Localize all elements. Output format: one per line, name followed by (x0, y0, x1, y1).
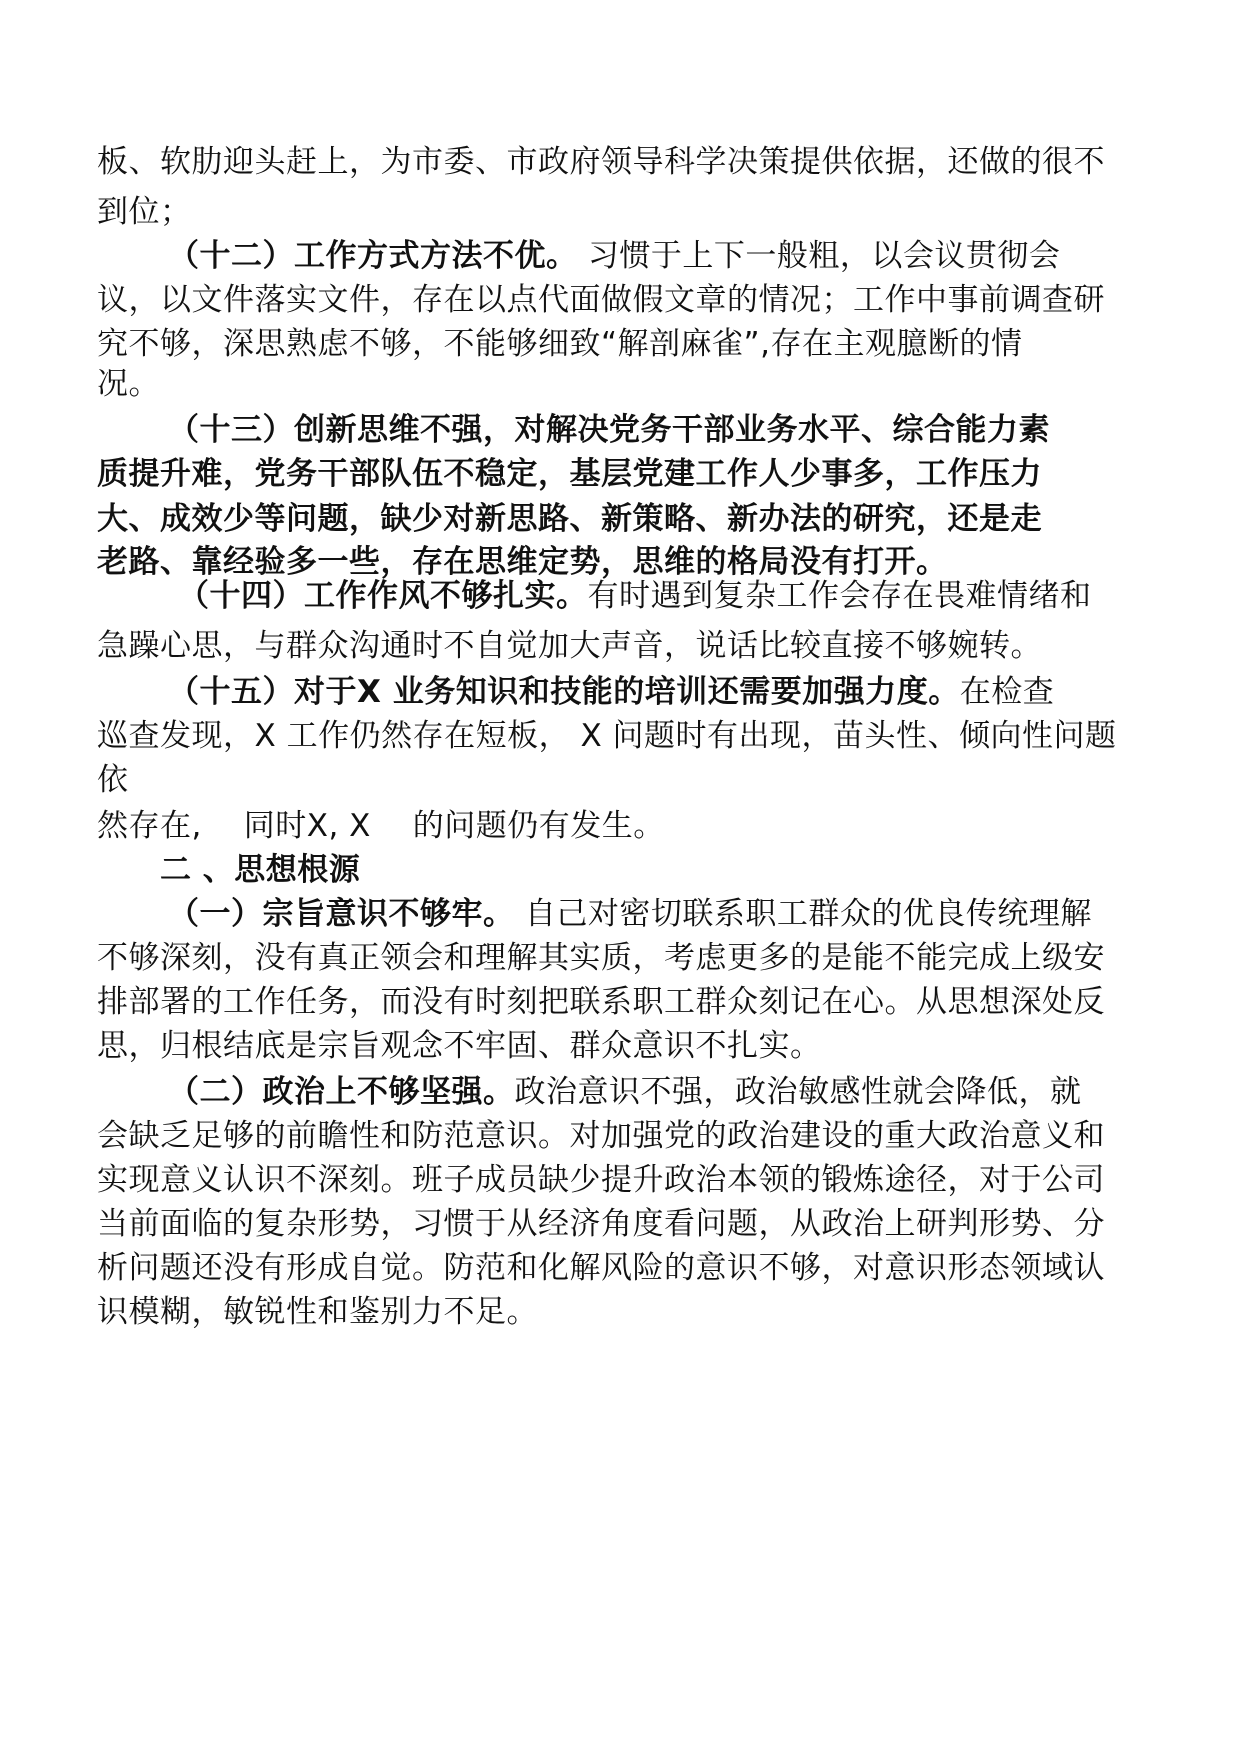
text-line: 巡查发现，X 工作仍然存在短板， X 问题时有出现，苗头性、倾向性问题 (97, 718, 1117, 754)
paragraph-14-line-1 (178, 576, 1092, 616)
text-line: 排部署的工作任务，而没有时刻把联系职工群众刻记在心。从思想深处反 (97, 984, 1105, 1020)
text-line: 然存在, 同时X, X 的问题仍有发生。 (97, 808, 665, 844)
text-line: 到位； (97, 194, 192, 230)
section-title: 二 、思想根源 (160, 852, 361, 888)
text-line: 况。 (97, 366, 160, 402)
paragraph-heading: （十四）工作作风不够扎实。 (178, 578, 588, 614)
text-line: 不够深刻，没有真正领会和理解其实质，考虑更多的是能不能完成上级安 (97, 940, 1105, 976)
text-line: 急躁心思，与群众沟通时不自觉加大声音，说话比较直接不够婉转。 (97, 628, 1042, 664)
paragraph-text: 政治意识不强，政治敏感性就会降低，就 (514, 1074, 1082, 1110)
text-line: 会缺乏足够的前瞻性和防范意识。对加强党的政治建设的重大政治意义和 (97, 1118, 1105, 1154)
paragraph-15-line-1 (168, 672, 1054, 712)
text-line: 大、成效少等问题，缺少对新思路、新策略、新办法的研究，还是走 (97, 501, 1042, 537)
paragraph-heading: （十二）工作方式方法不优。 (168, 238, 578, 274)
text-line: 识模糊，敏锐性和鉴别力不足。 (97, 1294, 538, 1330)
text-line: 议，以文件落实文件，存在以点代面做假文章的情况；工作中事前调查研 (97, 282, 1105, 318)
text-line: 究不够，深思熟虑不够，不能够细致“解剖麻雀”,存在主观臆断的情 (97, 326, 1023, 362)
text-line: 板、软肋迎头赶上，为市委、市政府领导科学决策提供依据，还做的很不 (97, 144, 1105, 180)
paragraph-heading: （一）宗旨意识不够牢。 (168, 896, 515, 932)
text-line: 当前面临的复杂形势，习惯于从经济角度看问题，从政治上研判形势、分 (97, 1206, 1105, 1242)
paragraph-text: 在检查 (959, 674, 1055, 710)
paragraph-heading: （十五）对于X 业务知识和技能的培训还需要加强力度。 (168, 674, 960, 710)
text-line: 质提升难，党务干部队伍不稳定，基层党建工作人少事多，工作压力 (97, 456, 1042, 492)
text-line: 老路、靠经验多一些，存在思维定势，思维的格局没有打开。 (97, 544, 948, 580)
paragraph-heading: （二）政治上不够坚强。 (168, 1074, 515, 1110)
paragraph-s1-line-1 (168, 894, 1092, 934)
paragraph-text: 自己对密切联系职工群众的优良传统理解 (514, 896, 1092, 932)
paragraph-12-line-1 (168, 236, 1060, 276)
text-line: 析问题还没有形成自觉。防范和化解风险的意识不够，对意识形态领域认 (97, 1250, 1105, 1286)
text-line: 思，归根结底是宗旨观念不牢固、群众意识不扎实。 (97, 1028, 822, 1064)
text-line: （十三）创新思维不强，对解决党务干部业务水平、综合能力素 (168, 412, 1050, 448)
paragraph-text: 习惯于上下一般粗，以会议贯彻会 (577, 238, 1061, 274)
paragraph-s2-line-1 (168, 1072, 1082, 1112)
paragraph-text: 有时遇到复杂工作会存在畏难情绪和 (587, 578, 1092, 614)
text-line: 依 (97, 762, 129, 798)
text-line: 实现意义认识不深刻。班子成员缺少提升政治本领的锻炼途径，对于公司 (97, 1162, 1105, 1198)
